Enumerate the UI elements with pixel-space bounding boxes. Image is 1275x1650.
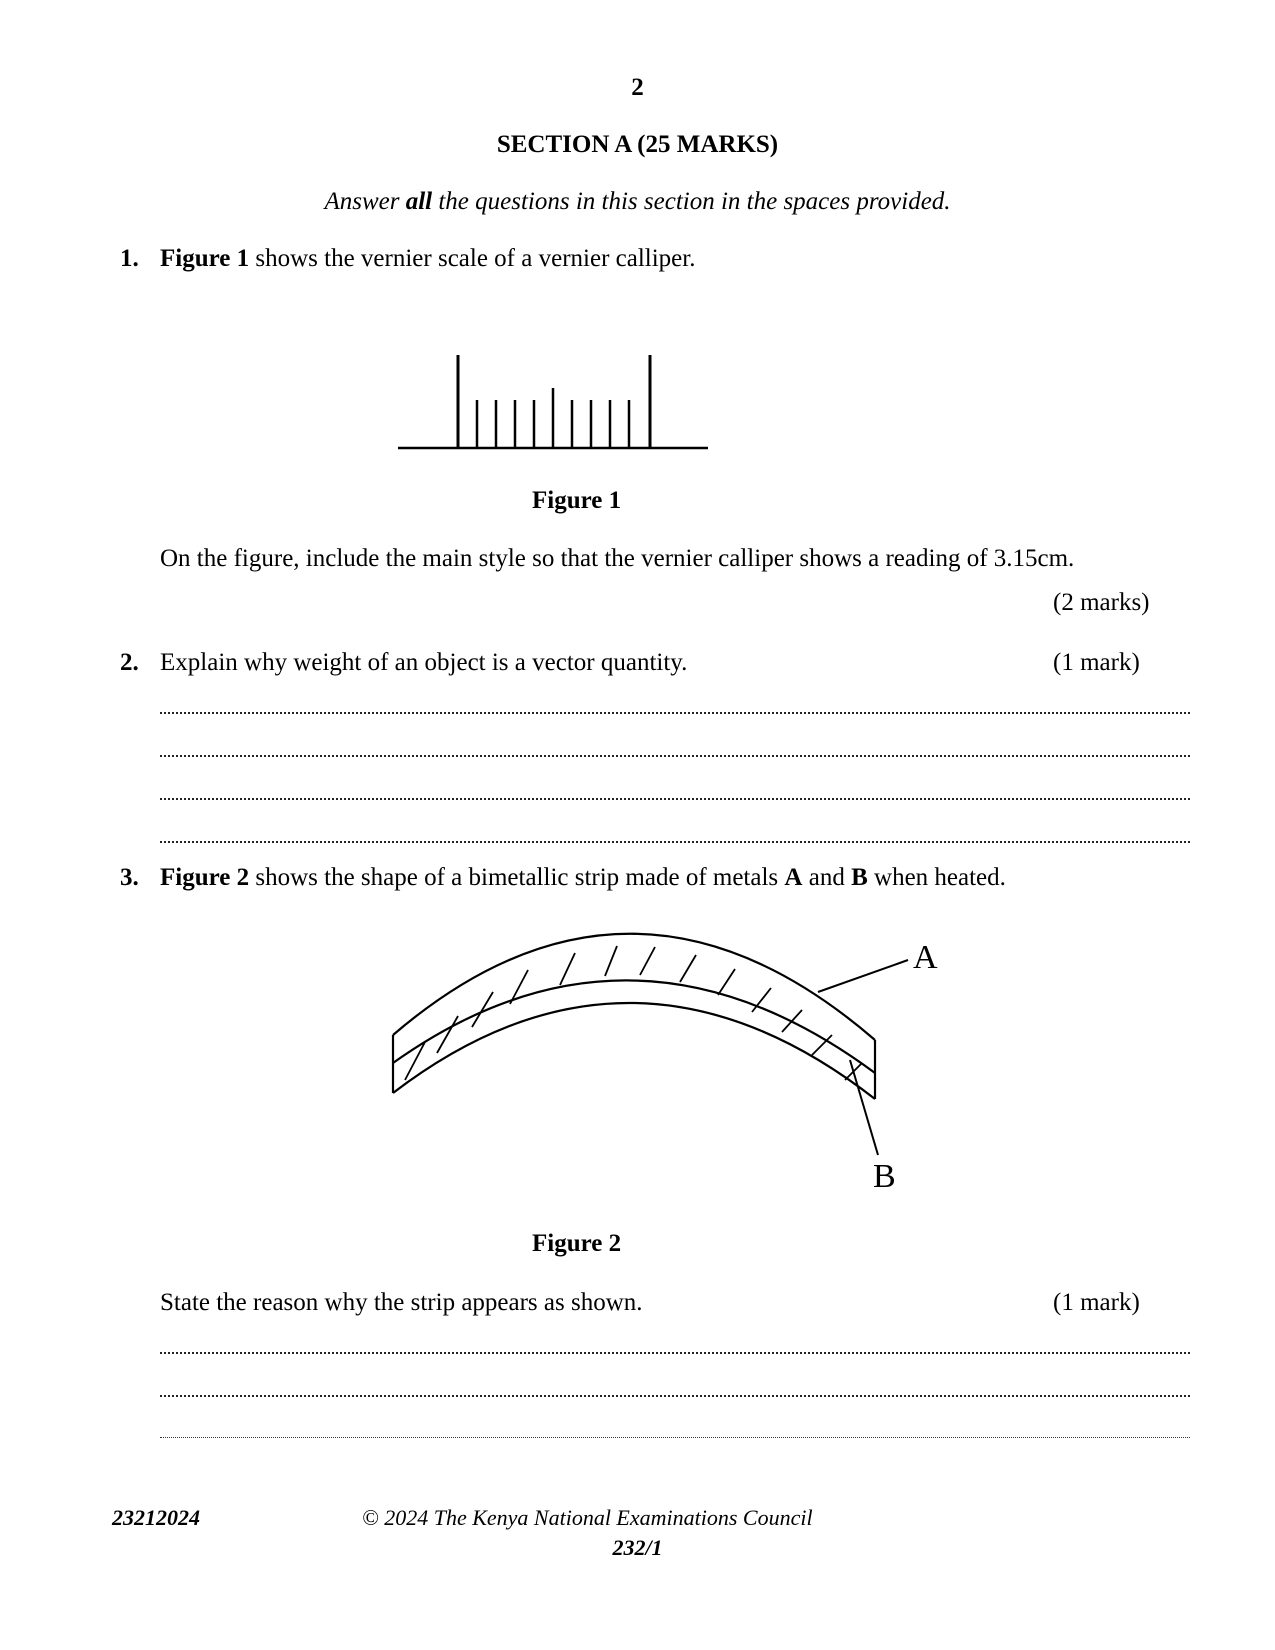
strip-middle-edge [393, 980, 875, 1073]
question-2-number: 2. [120, 649, 139, 676]
question-3-marks: (1 mark) [1053, 1289, 1140, 1316]
question-1-marks: (2 marks) [1053, 589, 1150, 616]
question-2-marks: (1 mark) [1053, 649, 1140, 676]
page-number: 2 [631, 74, 644, 101]
question-3-metal-a: A [784, 864, 803, 891]
question-3-intro-mid2: and [802, 864, 852, 891]
figure-2-caption: Figure 2 [532, 1230, 622, 1257]
figure-2-label-a: A [913, 939, 938, 976]
question-3-figure-ref: Figure 2 [160, 864, 250, 891]
question-3-intro-mid1: shows the shape of a bimetallic strip made of metals [249, 864, 785, 891]
answer-line[interactable] [160, 1395, 1190, 1397]
question-1-figure-ref: Figure 1 [160, 245, 250, 272]
footer-paper-code: 23212024 [112, 1505, 200, 1530]
question-3-task: State the reason why the strip appears as shown. [160, 1289, 643, 1316]
strip-outer-edge [393, 934, 875, 1040]
figure-2-label-b: B [873, 1158, 896, 1195]
answer-line[interactable] [160, 1437, 1190, 1438]
question-3-metal-b: B [851, 864, 868, 891]
question-3-number: 3. [120, 864, 139, 891]
footer-copyright: © 2024 The Kenya National Examinations Council [362, 1505, 813, 1530]
answer-line[interactable] [160, 1352, 1190, 1354]
question-1-task: On the figure, include the main style so that the vernier calliper shows a reading of 3.15cm. [160, 545, 1075, 572]
footer-subject-code: 232/1 [612, 1535, 663, 1560]
question-1-number: 1. [120, 245, 139, 272]
label-a-leader [818, 960, 908, 992]
label-b-leader [850, 1060, 878, 1155]
strip-b-hatching [405, 946, 862, 1080]
question-1-intro-rest: shows the vernier scale of a vernier calliper. [249, 245, 696, 272]
instructions-pre: Answer [324, 188, 406, 215]
section-heading: SECTION A (25 MARKS) [496, 131, 779, 158]
strip-inner-edge [393, 1003, 875, 1099]
question-2-prompt: Explain why weight of an object is a vector quantity. [160, 649, 688, 676]
question-3-intro-end: when heated. [867, 864, 1006, 891]
instructions-bold: all [405, 188, 433, 215]
instructions-post: the questions in this section in the spaces provided. [432, 188, 951, 215]
figure-1-caption: Figure 1 [532, 487, 622, 514]
